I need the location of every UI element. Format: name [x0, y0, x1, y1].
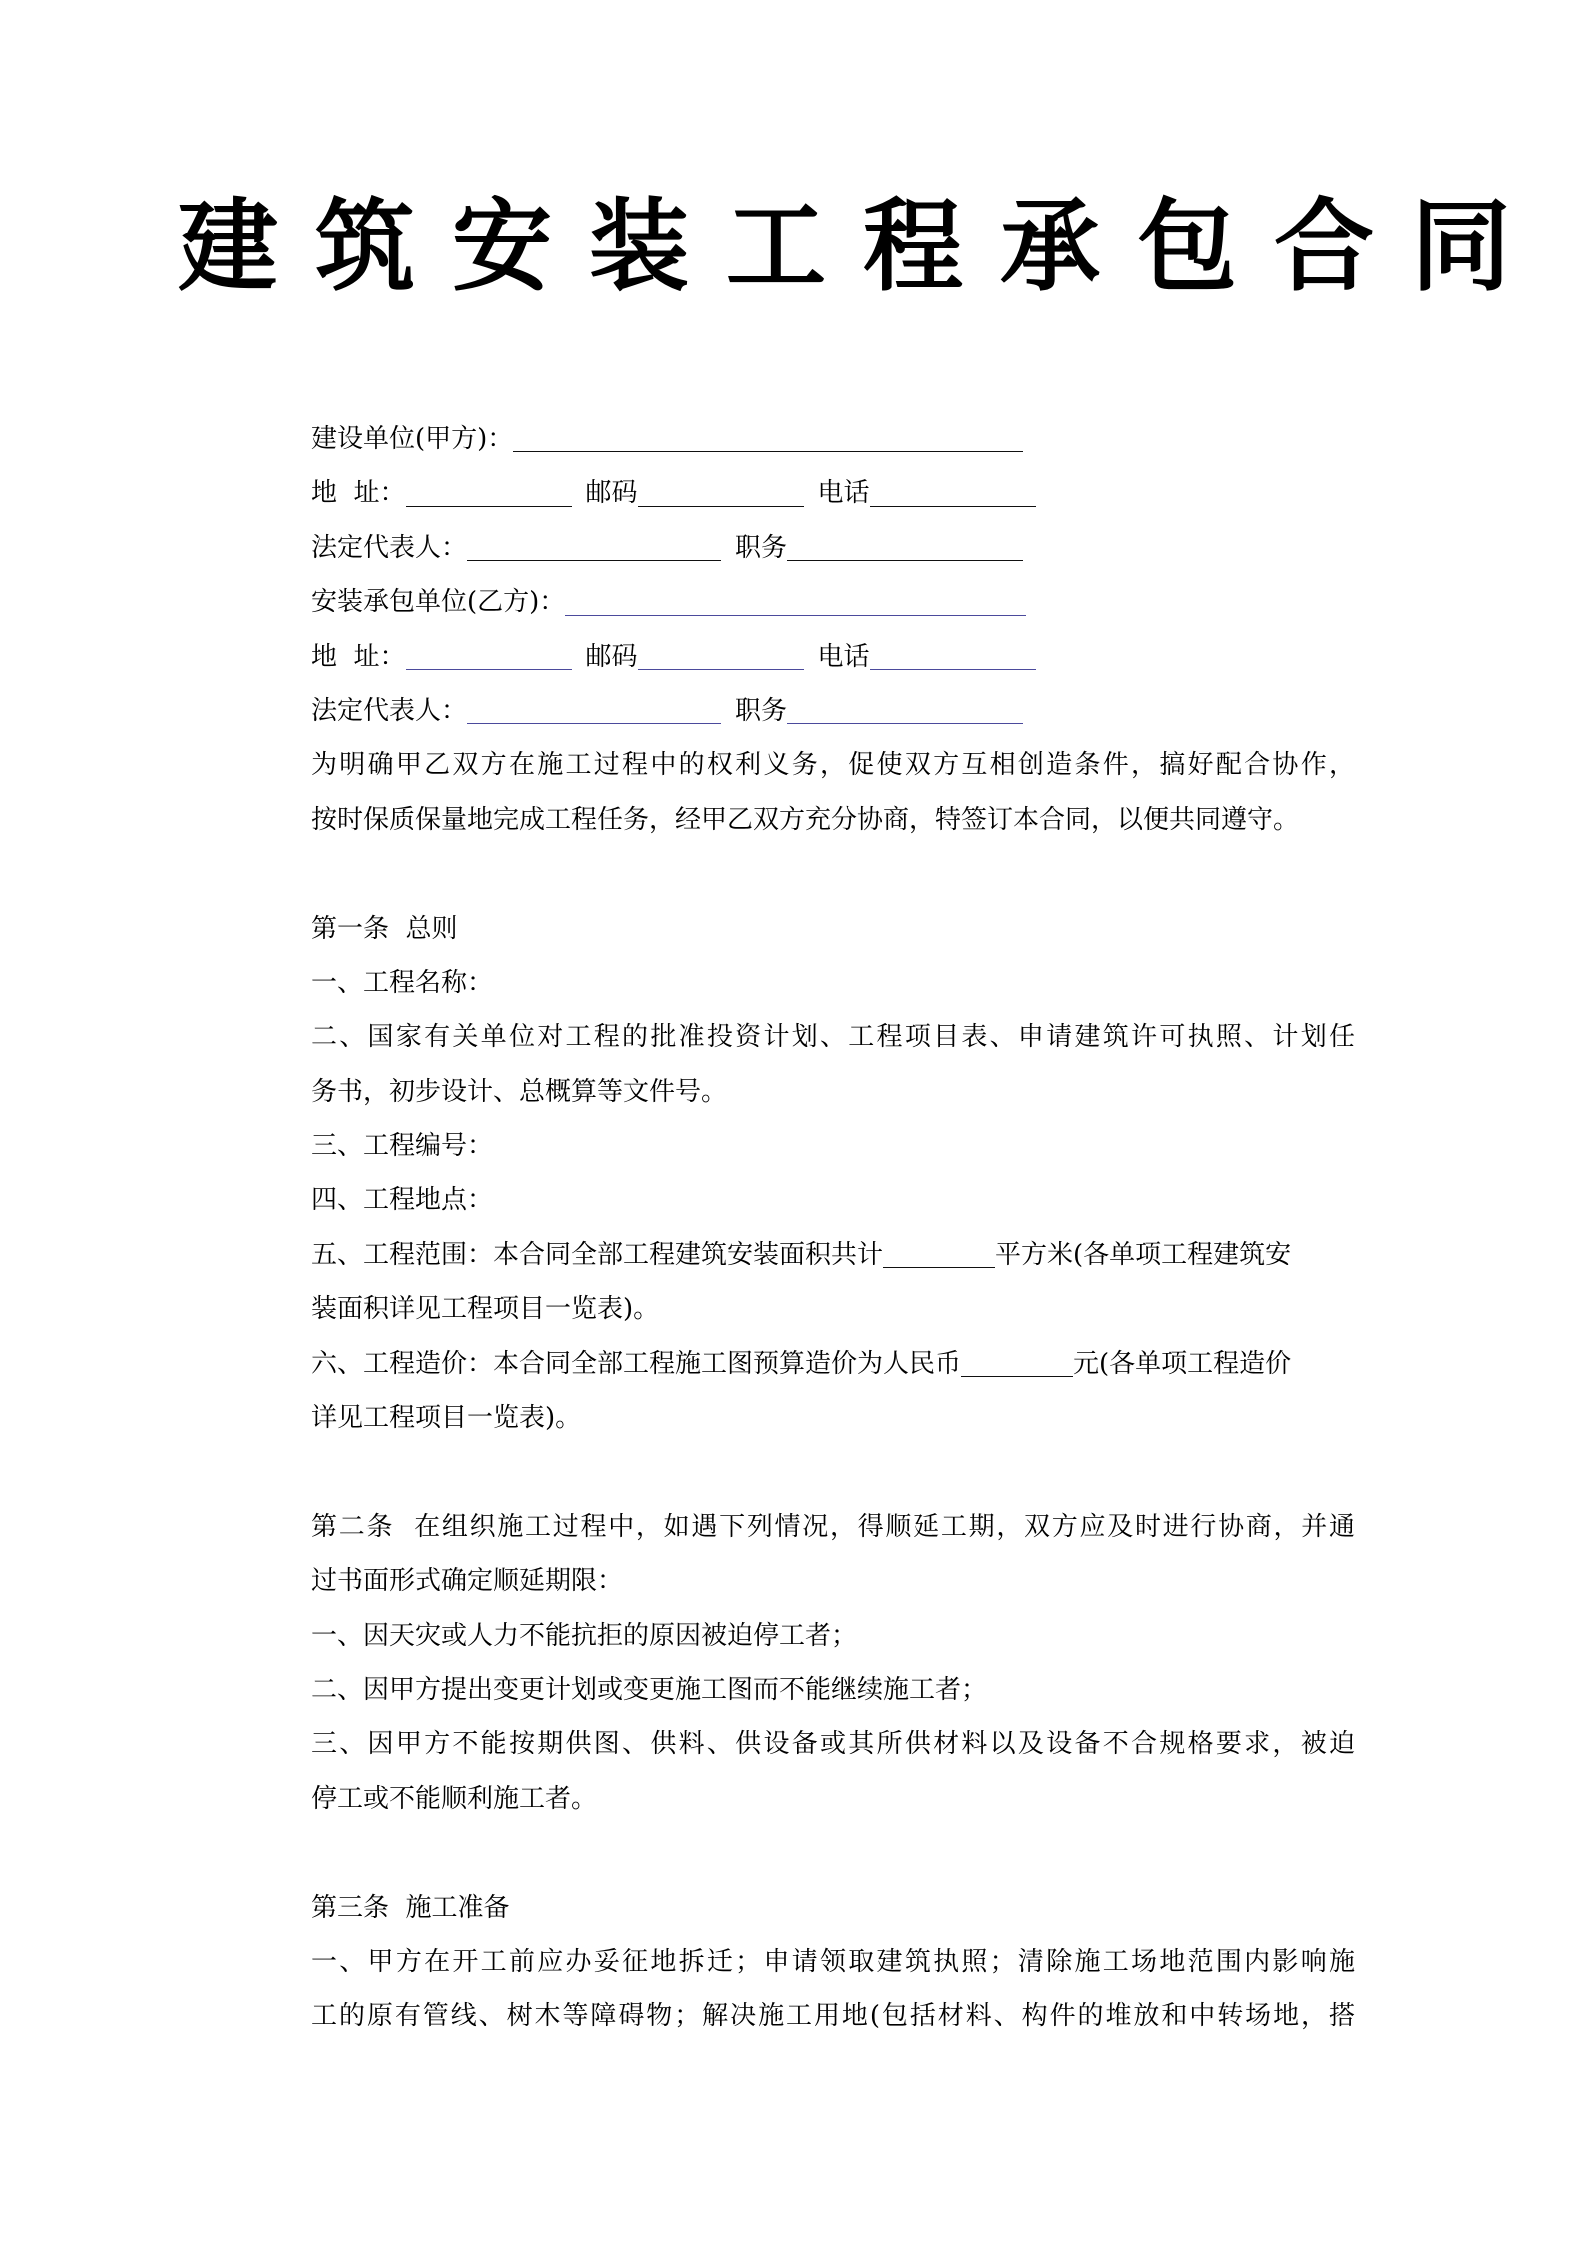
- cost-blank[interactable]: [961, 1337, 1073, 1391]
- contractor-rep-blank[interactable]: [467, 684, 721, 738]
- article-1-item: 装面积详见工程项目一览表)。: [311, 1294, 660, 1325]
- contract-body: [311, 412, 1355, 2044]
- contractor-address-line: [311, 630, 1355, 684]
- position-label: 职务: [735, 532, 788, 563]
- article-2-line: 过书面形式确定顺延期限：: [311, 1566, 624, 1597]
- article-3-line: 工的原有管线、树木等障碍物；解决施工用地(包括材料、构件的堆放和中转场地，搭: [311, 2001, 1355, 2032]
- phone-label: 电话: [817, 641, 870, 672]
- contractor-address-blank[interactable]: [406, 630, 572, 684]
- article-1-item: 详见工程项目一览表)。: [311, 1403, 582, 1434]
- owner-line: [311, 412, 1355, 466]
- owner-rep-line: [311, 521, 1355, 575]
- article-2-line: 一、因天灾或人力不能抗拒的原因被迫停工者；: [311, 1620, 858, 1651]
- area-blank[interactable]: [883, 1228, 995, 1282]
- contractor-postcode-blank[interactable]: [638, 630, 804, 684]
- preamble-line: 按时保质保量地完成工程任务，经甲乙双方充分协商，特签订本合同，以便共同遵守。: [311, 804, 1300, 835]
- contractor-label: 安装承包单位(乙方)：: [311, 587, 566, 618]
- article-1-scope-line: [311, 1228, 1355, 1282]
- contractor-phone-blank[interactable]: [870, 630, 1036, 684]
- address-label: 地 址：: [311, 641, 406, 672]
- owner-blank[interactable]: [513, 412, 1023, 466]
- scope-text: 五、工程范围：本合同全部工程建筑安装面积共计: [311, 1239, 884, 1270]
- address-label: 地 址：: [311, 478, 406, 509]
- article-1-item: 四、工程地点：: [311, 1185, 494, 1216]
- owner-position-blank[interactable]: [787, 521, 1023, 575]
- document-title: 建筑安装工程承包合同: [178, 187, 1548, 305]
- position-label: 职务: [735, 695, 788, 726]
- postcode-label: 邮码: [585, 478, 638, 509]
- article-1-item: 一、工程名称：: [311, 967, 494, 998]
- owner-rep-blank[interactable]: [467, 521, 721, 575]
- legal-rep-label: 法定代表人：: [311, 695, 468, 726]
- owner-phone-blank[interactable]: [870, 466, 1036, 520]
- postcode-label: 邮码: [585, 641, 638, 672]
- contractor-rep-line: [311, 684, 1355, 738]
- article-2-line: 二、因甲方提出变更计划或变更施工图而不能继续施工者；: [311, 1674, 988, 1705]
- legal-rep-label: 法定代表人：: [311, 532, 468, 563]
- phone-label: 电话: [817, 478, 870, 509]
- article-1-cost-line: [311, 1337, 1355, 1391]
- contractor-blank[interactable]: [565, 575, 1026, 629]
- scope-text: 平方米(各单项工程建筑安: [995, 1239, 1292, 1270]
- owner-postcode-blank[interactable]: [638, 466, 804, 520]
- cost-text: 六、工程造价：本合同全部工程施工图预算造价为人民币: [311, 1348, 962, 1379]
- article-1-item: 务书，初步设计、总概算等文件号。: [311, 1076, 728, 1107]
- owner-label: 建设单位(甲方)：: [311, 424, 514, 454]
- article-2-line: 第二条 在组织施工过程中，如遇下列情况，得顺延工期，双方应及时进行协商，并通: [311, 1511, 1355, 1542]
- owner-address-blank[interactable]: [406, 466, 572, 520]
- article-2-line: 三、因甲方不能按期供图、供料、供设备或其所供材料以及设备不合规格要求，被迫: [311, 1729, 1355, 1760]
- owner-address-line: [311, 466, 1355, 520]
- article-1-item: 三、工程编号：: [311, 1131, 494, 1162]
- preamble-line: 为明确甲乙双方在施工过程中的权利义务，促使双方互相创造条件，搞好配合协作，: [311, 750, 1355, 781]
- article-3-line: 一、甲方在开工前应办妥征地拆迁；申请领取建筑执照；清除施工场地范围内影响施: [311, 1946, 1355, 1977]
- article-3-heading: 第三条 施工准备: [311, 1892, 510, 1923]
- contractor-position-blank[interactable]: [787, 684, 1023, 738]
- article-1-heading: 第一条 总则: [311, 913, 458, 944]
- article-1-item: 二、国家有关单位对工程的批准投资计划、工程项目表、申请建筑许可执照、计划任: [311, 1022, 1355, 1053]
- cost-text: 元(各单项工程造价: [1073, 1348, 1292, 1379]
- article-2-line: 停工或不能顺利施工者。: [311, 1783, 598, 1814]
- contractor-line: [311, 575, 1355, 629]
